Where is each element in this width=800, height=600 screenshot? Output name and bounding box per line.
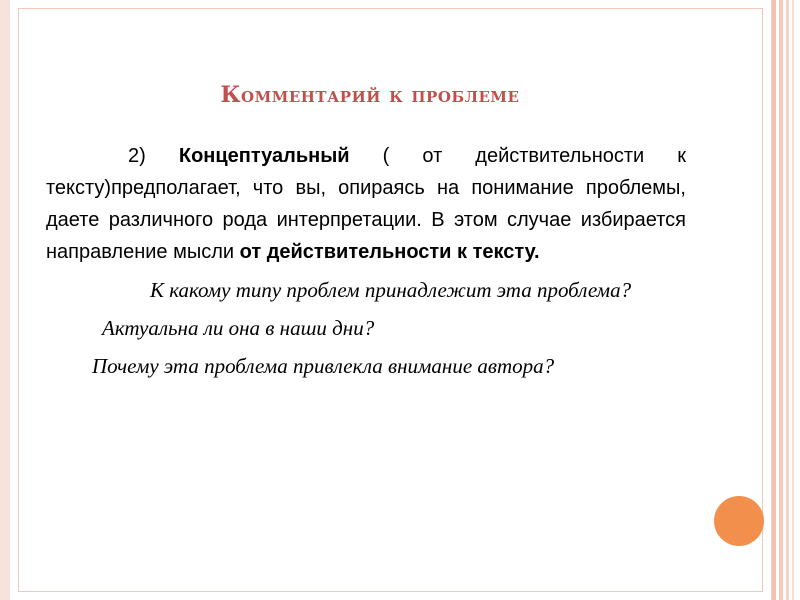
question-2: Актуальна ли она в наши дни?: [102, 316, 375, 340]
paragraph-lead: 2): [128, 145, 179, 167]
slide-title: Комментарий к проблеме: [220, 82, 520, 108]
bold-conclusion: от действительности к тексту.: [239, 241, 540, 263]
slide-content: [46, 140, 686, 382]
paragraph-body: ( от действительности к тексту)предполагает, что вы, опираясь на понимание проблемы, даете различного рода интерпретации. В этом случае избирается направление мысли: [46, 145, 687, 263]
decorative-stripe: [786, 0, 789, 600]
decorative-stripe: [792, 0, 794, 600]
paragraph-conceptual: [46, 140, 686, 268]
question-3: Почему эта проблема привлекла внимание автора?: [92, 354, 555, 378]
decorative-stripe: [772, 0, 776, 600]
question-1: К какому типу проблем принадлежит эта проблема?: [150, 278, 632, 302]
bold-term: Концептуальный: [178, 145, 350, 167]
decorative-stripe: [779, 0, 783, 600]
decorative-circle: [714, 496, 764, 546]
